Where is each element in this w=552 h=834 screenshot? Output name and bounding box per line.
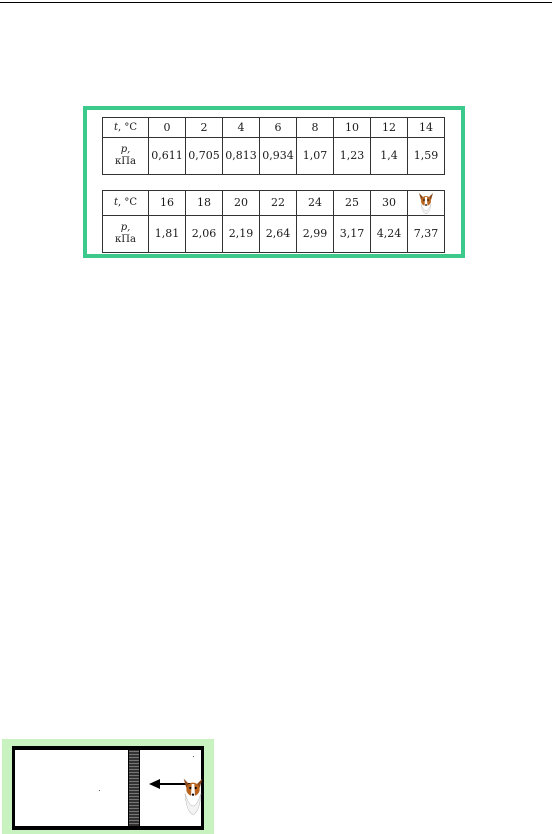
- temperature-header: t, °C: [103, 191, 149, 216]
- table-cell: 0: [149, 118, 186, 138]
- table-cell: 2,64: [260, 216, 297, 253]
- piston-figure-frame: [2, 739, 214, 834]
- temperature-row: [103, 191, 445, 216]
- collie-dog-icon: [417, 191, 435, 215]
- vapor-pressure-table-frame: [83, 106, 465, 258]
- table-cell: 2,99: [297, 216, 334, 253]
- table-cell: 0,813: [223, 138, 260, 175]
- table-cell: 8: [297, 118, 334, 138]
- vapor-pressure-table-2: [102, 190, 445, 253]
- pressure-row: [103, 138, 445, 175]
- table-cell: 4: [223, 118, 260, 138]
- table-cell: 20: [223, 191, 260, 216]
- pressure-header: p, кПа: [103, 216, 149, 253]
- temperature-header: t, °C: [103, 118, 149, 138]
- table-cell: 16: [149, 191, 186, 216]
- table-cell: 12: [371, 118, 408, 138]
- speck: [193, 756, 194, 757]
- table-cell: 14: [408, 118, 445, 138]
- table-cell: 10: [334, 118, 371, 138]
- table-cell: 0,705: [186, 138, 223, 175]
- table-cell: 7,37: [408, 216, 445, 253]
- table-cell: 2,06: [186, 216, 223, 253]
- pressure-header: p, кПа: [103, 138, 149, 175]
- vapor-pressure-table-1: [102, 117, 445, 175]
- table-cell: 1,81: [149, 216, 186, 253]
- table-cell: 1,59: [408, 138, 445, 175]
- table-cell: 4,24: [371, 216, 408, 253]
- table-cell: 0,934: [260, 138, 297, 175]
- table-cell: 18: [186, 191, 223, 216]
- table-cell: 2: [186, 118, 223, 138]
- mascot-cell: [408, 191, 445, 216]
- temperature-row: [103, 118, 445, 138]
- table-cell: 0,611: [149, 138, 186, 175]
- speck: [99, 790, 100, 791]
- table-cell: 1,23: [334, 138, 371, 175]
- table-cell: 30: [371, 191, 408, 216]
- table-cell: 1,4: [371, 138, 408, 175]
- collie-dog-icon: [181, 776, 205, 816]
- table-cell: 6: [260, 118, 297, 138]
- table-cell: 3,17: [334, 216, 371, 253]
- table-cell: 1,07: [297, 138, 334, 175]
- table-cell: 25: [334, 191, 371, 216]
- table-cell: 22: [260, 191, 297, 216]
- table-cell: 24: [297, 191, 334, 216]
- piston-cylinder: [12, 746, 204, 830]
- piston: [128, 750, 140, 826]
- pressure-row: [103, 216, 445, 253]
- top-rule: [0, 2, 552, 3]
- table-cell: 2,19: [223, 216, 260, 253]
